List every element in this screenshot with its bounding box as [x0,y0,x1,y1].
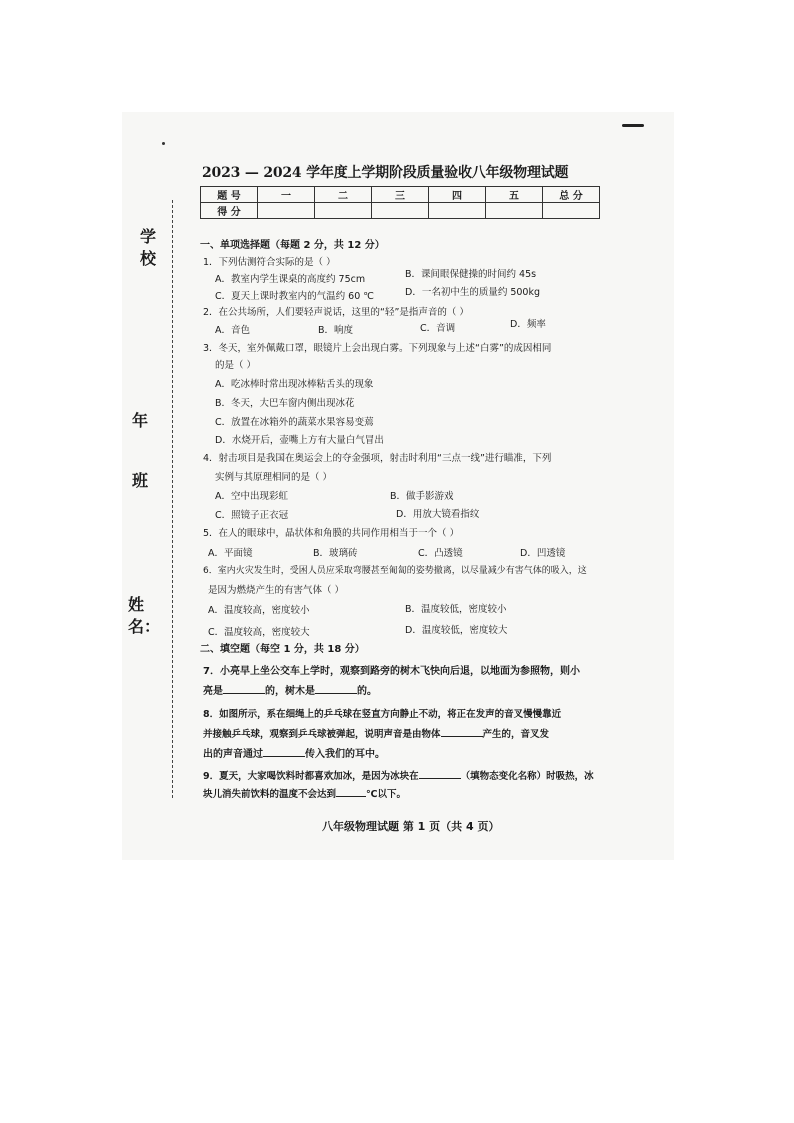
answer-blank[interactable] [336,786,366,797]
score-cell[interactable] [372,203,429,219]
option[interactable]: A．吃冰棒时常出现冰棒粘舌头的现象 [215,379,374,390]
question-stem: 是因为燃烧产生的有害气体（ ） [208,585,345,596]
score-header-cell: 三 [372,187,429,203]
question-stem: 2．在公共场所，人们要轻声说话，这里的“轻”是指声音的（ ） [203,307,469,318]
answer-blank[interactable] [419,768,461,779]
score-cell[interactable] [429,203,486,219]
option[interactable]: C．夏天上课时教室内的气温约 60 ℃ [215,291,374,302]
option[interactable]: D．凹透镜 [520,548,566,559]
answer-blank[interactable] [223,683,265,694]
question-text: （填物态变化名称）时吸热，冰 [460,771,594,782]
question-line [203,786,406,800]
question-text: 9．夏天，大家喝饮料时都喜欢加冰，是因为冰块在 [203,771,419,782]
score-header-row [201,187,600,203]
question-text: 并接触乒乓球，观察到乒乓球被弹起，说明声音是由物体 [203,729,441,740]
score-row-label: 得 分 [201,203,258,219]
question-stem: 7．小亮早上坐公交车上学时，观察到路旁的树木飞快向后退，以地面为参照物，则小 [203,666,580,677]
question-text: 出的声音通过 [203,749,263,760]
score-header-cell: 五 [486,187,543,203]
option[interactable]: C．音调 [420,323,456,334]
question-stem: 6．室内火灾发生时，受困人员应采取弯腰甚至匍匐的姿势撤离，以尽量减少有害气体的吸入，这 [203,566,587,576]
question-text: 产生的，音叉发 [482,729,550,740]
option[interactable]: A．平面镜 [208,548,253,559]
option[interactable]: C．温度较高，密度较大 [208,627,310,638]
score-header-cell: 题 号 [201,187,258,203]
question-line [203,726,549,740]
side-label-name: 姓名： [128,595,161,636]
section-heading: 二、填空题（每空 1 分，共 18 分） [200,644,365,655]
question-text: 亮是 [203,686,223,697]
score-header-cell: 总 分 [543,187,600,203]
page-title: 2023 — 2024 学年度上学期阶段质量验收八年级物理试题 [202,165,569,181]
question-text: 传入我们的耳中。 [305,749,385,760]
score-cell[interactable] [486,203,543,219]
option[interactable]: D．一名初中生的质量约 500kg [405,287,540,298]
option[interactable]: A．空中出现彩虹 [215,491,288,502]
answer-blank[interactable] [315,683,357,694]
section-heading: 一、单项选择题（每题 2 分，共 12 分） [200,240,385,251]
question-line [203,682,377,697]
option[interactable]: B．课间眼保健操的时间约 45s [405,269,537,280]
score-table [200,186,600,219]
side-label-grade: 年 [132,411,149,430]
question-stem: 4．射击项目是我国在奥运会上的夺金强项，射击时利用“三点一线”进行瞄准，下列 [203,453,552,464]
question-stem: 的是（ ） [215,360,257,371]
option[interactable]: D．温度较低，密度较大 [405,625,508,636]
side-label-class: 班 [132,471,149,490]
option[interactable]: C．照镜子正衣冠 [215,510,289,521]
option[interactable]: C．凸透镜 [418,548,463,559]
option[interactable]: B．玻璃砖 [313,548,358,559]
question-text: 的，树木是 [265,686,315,697]
answer-blank[interactable] [263,746,305,757]
option[interactable]: D．水烧开后，壶嘴上方有大量白气冒出 [215,435,384,446]
answer-blank[interactable] [441,726,483,737]
page-footer: 八年级物理试题 第 1 页（共 4 页） [322,820,500,833]
scan-dot [162,142,165,145]
option[interactable]: A．音色 [215,325,250,336]
question-stem: 3．冬天，室外佩戴口罩，眼镜片上会出现白雾。下列现象与上述“白雾”的成因相同 [203,343,552,354]
score-cell[interactable] [315,203,372,219]
score-row [201,203,600,219]
score-cell[interactable] [258,203,315,219]
option[interactable]: D．用放大镜看指纹 [396,509,480,520]
question-stem: 8．如图所示，系在细绳上的乒乓球在竖直方向静止不动，将正在发声的音叉慢慢靠近 [203,709,562,720]
question-stem: 实例与其原理相同的是（ ） [215,472,333,483]
score-header-cell: 二 [315,187,372,203]
score-cell[interactable] [543,203,600,219]
score-header-cell: 一 [258,187,315,203]
question-text: 的。 [357,686,377,697]
option[interactable]: B．响度 [318,325,354,336]
option[interactable]: D．频率 [510,319,546,330]
question-line [203,745,385,760]
side-label-school: 学校 [140,227,157,268]
option[interactable]: C．放置在冰箱外的蔬菜水果容易变蔫 [215,417,374,428]
question-text: ℃以下。 [366,789,407,800]
option[interactable]: A．温度较高，密度较小 [208,605,310,616]
scan-mark [622,124,644,127]
option[interactable]: B．冬天，大巴车窗内侧出现冰花 [215,398,355,409]
option[interactable]: B．温度较低，密度较小 [405,604,507,615]
question-text: 块儿消失前饮料的温度不会达到 [203,789,337,800]
score-header-cell: 四 [429,187,486,203]
option[interactable]: B．做手影游戏 [390,491,454,502]
option[interactable]: A．教室内学生课桌的高度约 75cm [215,274,366,285]
binding-line [172,200,173,798]
question-stem: 1．下列估测符合实际的是（ ） [203,257,336,268]
question-stem: 5．在人的眼球中，晶状体和角膜的共同作用相当于一个（ ） [203,528,460,539]
question-line [203,768,594,782]
